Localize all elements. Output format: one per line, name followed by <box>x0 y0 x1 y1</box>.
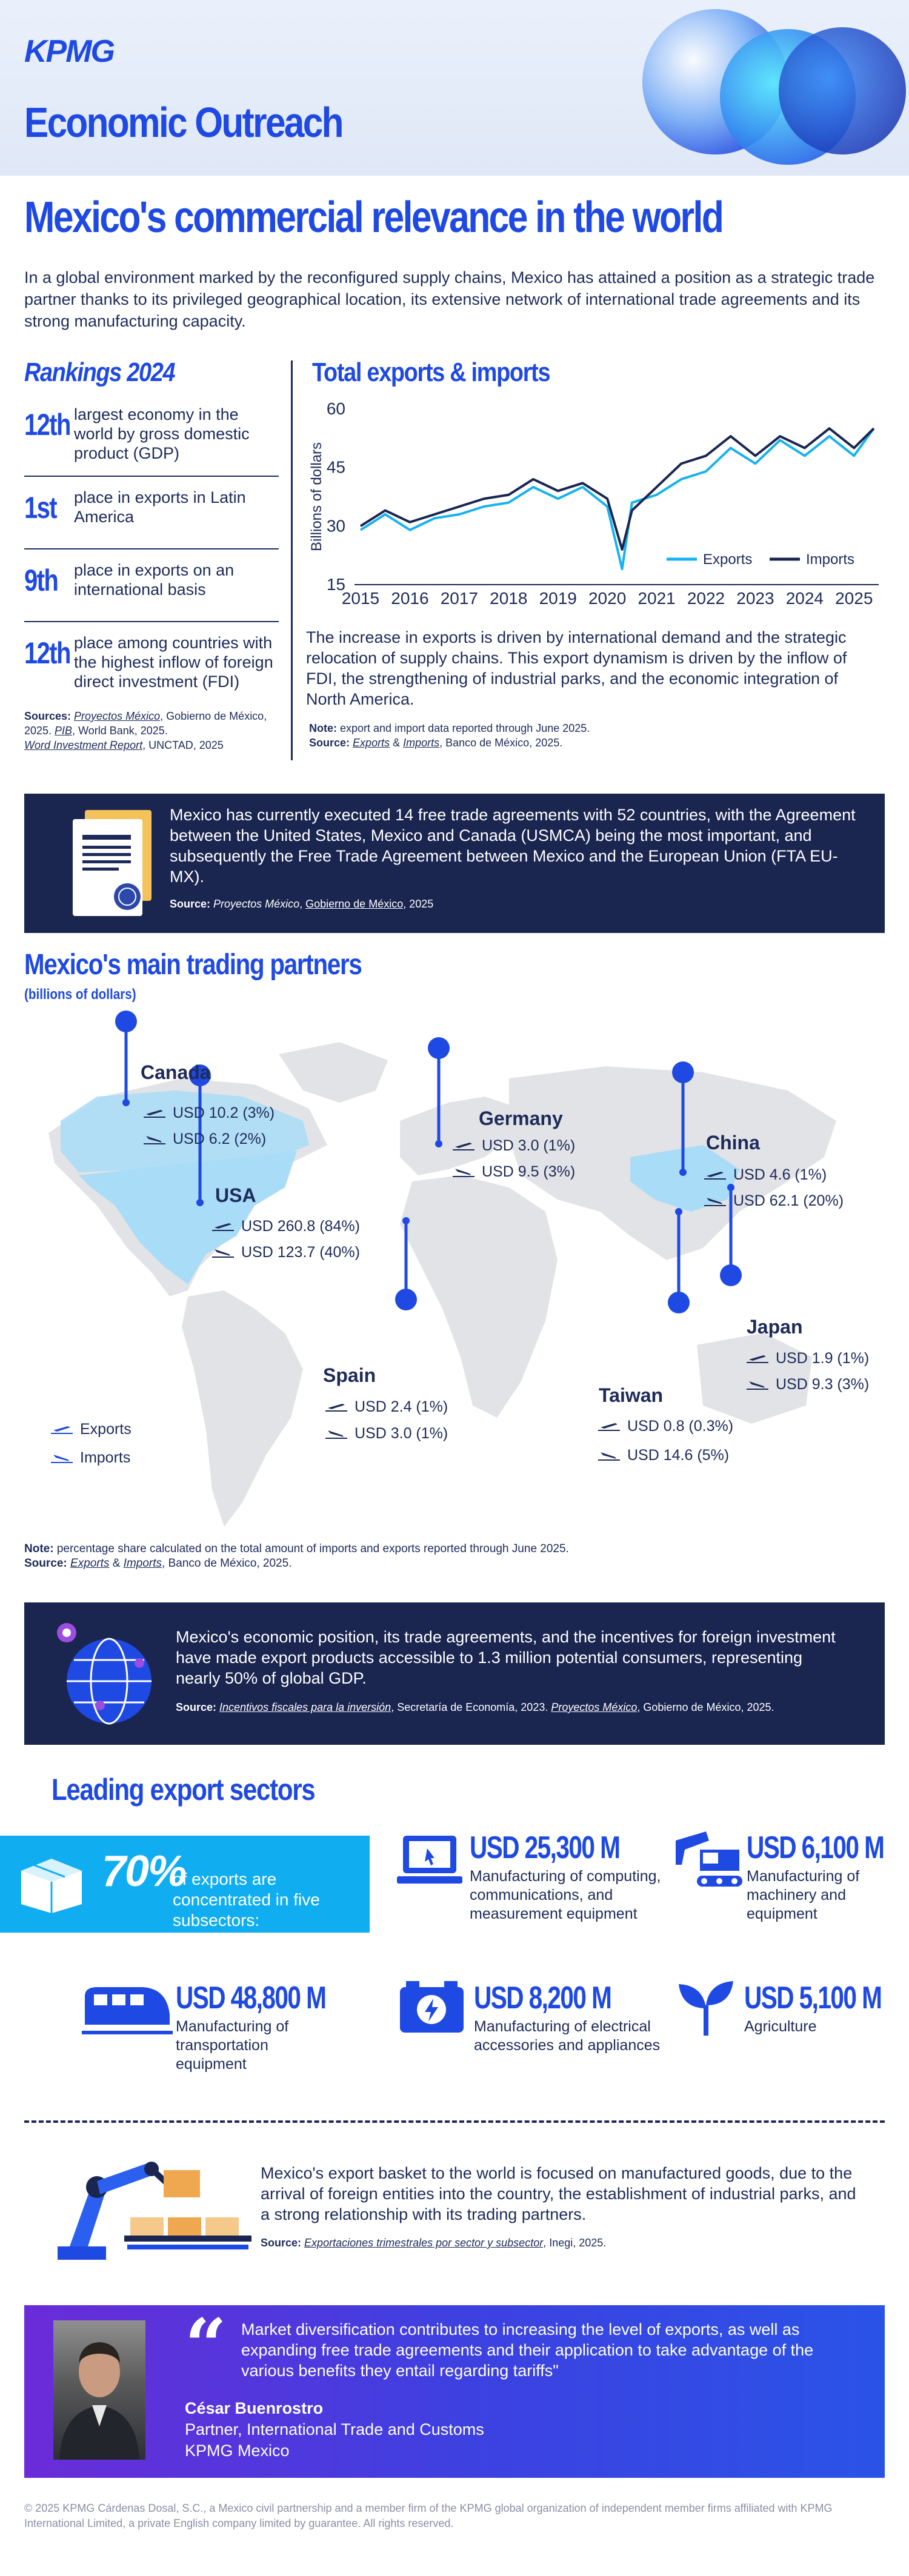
sector-value: USD 25,300 M <box>470 1830 620 1865</box>
taiwan-imports <box>597 1447 729 1464</box>
canada-point <box>122 1099 130 1106</box>
exports-value: USD 10.2 (3%) <box>173 1104 275 1121</box>
y-tick-label: 30 <box>326 516 345 536</box>
japan-imports <box>745 1376 869 1393</box>
plane-takeoff-icon <box>50 1424 74 1436</box>
sector-value: USD 48,800 M <box>176 1980 326 2016</box>
taiwan-marker <box>668 1292 690 1313</box>
quote-mark-icon: “ <box>185 2303 227 2388</box>
usa-imports <box>211 1244 360 1261</box>
x-tick-label: 2016 <box>391 589 429 608</box>
quote-author-role: Partner, International Trade and Customs <box>185 2420 484 2438</box>
spain-imports <box>324 1425 448 1442</box>
plane-takeoff-icon <box>597 1421 621 1433</box>
country-name-china: China <box>706 1132 760 1154</box>
x-tick-label: 2020 <box>588 589 627 608</box>
usa-point <box>196 1199 204 1206</box>
y-tick-label: 15 <box>326 575 345 594</box>
x-tick-label: 2024 <box>785 589 824 608</box>
source-text: , 2025 <box>403 898 434 910</box>
source-link[interactable]: Proyectos México <box>74 710 161 722</box>
train-icon <box>82 1981 173 2042</box>
source-label: Source: <box>170 898 211 910</box>
legend-label: Imports <box>80 1449 131 1466</box>
exports-value: USD 3.0 (1%) <box>482 1137 576 1154</box>
source-label: Source: <box>309 737 350 749</box>
sectors-title: Leading export sectors <box>52 1773 315 1807</box>
plane-takeoff-icon <box>211 1221 235 1233</box>
legend-label: Imports <box>806 551 855 568</box>
laptop-icon <box>397 1833 464 1893</box>
country-name-taiwan: Taiwan <box>599 1384 664 1406</box>
source-label: Source: <box>176 1701 217 1713</box>
footer-copyright: © 2025 KPMG Cárdenas Dosal, S.C., a Mexico civil partnership and a member firm of the KPMG global organization of independent member firms affiliated with KPMG International Limited, a private English company limited by guarantee. All rights reserved. <box>24 2502 833 2529</box>
spain-marker <box>395 1289 417 1310</box>
country-name-usa: USA <box>215 1184 256 1206</box>
south-america-shape <box>182 1290 303 1527</box>
x-tick-label: 2025 <box>835 589 873 608</box>
partners-title: Mexico's main trading partners <box>24 949 362 981</box>
source-text: , Inegi, 2025. <box>543 2237 607 2249</box>
ranking-item <box>24 560 279 633</box>
header-circles-graphic <box>606 0 909 176</box>
sector-value: USD 6,100 M <box>747 1830 884 1865</box>
ranking-divider <box>24 476 279 477</box>
spain-exports <box>324 1398 448 1416</box>
legend-label: Exports <box>80 1421 132 1438</box>
plane-landing-icon <box>745 1379 770 1391</box>
fta-source <box>170 898 433 911</box>
africa-shape <box>400 1175 558 1418</box>
source-text: & <box>109 1557 124 1570</box>
source-link[interactable]: Incentivos fiscales para la inversión <box>219 1701 391 1713</box>
imports-value: USD 14.6 (5%) <box>627 1447 730 1464</box>
taiwan-exports <box>597 1418 733 1435</box>
exports-value: USD 260.8 (84%) <box>241 1218 360 1235</box>
japan-point <box>727 1184 734 1191</box>
source-link[interactable]: Exportaciones trimestrales por sector y subsector <box>304 2237 544 2249</box>
ranking-text: largest economy in the world by gross domestic product (GDP) <box>74 405 250 462</box>
greenland-shape <box>279 1042 388 1103</box>
document-seal-icon <box>61 807 164 922</box>
taiwan-point <box>675 1208 682 1215</box>
legend-label: Exports <box>703 551 753 568</box>
section-divider <box>291 360 293 760</box>
source-link[interactable]: Word Investment Report <box>24 739 143 751</box>
ranking-number: 12th <box>24 408 70 442</box>
source-text: , Secretaría de Economía, 2023. <box>391 1701 551 1713</box>
header-banner <box>0 0 909 176</box>
quote-text: Market diversification contributes to increasing the level of exports, as well as expanding free trade agreements and their application to take advantage of the various benefits they entail regarding tariffs" <box>241 2320 814 2380</box>
source-text: , UNCTAD, 2025 <box>142 739 224 751</box>
exports-value: USD 4.6 (1%) <box>733 1166 827 1183</box>
x-tick-label: 2018 <box>490 589 528 608</box>
plane-landing-icon <box>211 1247 235 1259</box>
germany-exports <box>451 1137 575 1155</box>
map-note <box>24 1542 885 1571</box>
export-basket-text: Mexico's export basket to the world is focused on manufactured goods, due to the arrival of foreign entities into the country, the establishment of industrial parks, and a strong relationship with its trading partners. <box>261 2164 856 2223</box>
avatar <box>53 2320 145 2460</box>
sector-value: USD 5,100 M <box>744 1980 882 2016</box>
source-link[interactable]: PIB <box>55 725 73 737</box>
source-text: , Banco de México, 2025. <box>439 737 563 749</box>
source-link[interactable]: Imports <box>403 737 440 749</box>
imports-value: USD 6.2 (2%) <box>173 1130 267 1147</box>
ranking-number: 9th <box>24 563 58 597</box>
y-tick-label: 45 <box>326 457 345 477</box>
imports-value: USD 3.0 (1%) <box>355 1425 448 1442</box>
source-text: , World Bank, 2025. <box>72 725 168 737</box>
exports-value: USD 1.9 (1%) <box>776 1350 870 1367</box>
germany-imports <box>451 1163 575 1181</box>
partners-subtitle: (billions of dollars) <box>24 986 136 1003</box>
country-name-japan: Japan <box>747 1316 803 1338</box>
exports-value: USD 0.8 (0.3%) <box>627 1418 734 1435</box>
source-link[interactable]: Exports <box>70 1557 110 1570</box>
germany-point <box>435 1140 442 1147</box>
ranking-number: 1st <box>24 491 57 525</box>
note-label: Note: <box>309 722 337 734</box>
kpmg-logo: KPMG <box>24 34 114 69</box>
canada-exports <box>142 1104 275 1122</box>
source-text: , <box>299 898 306 910</box>
source-text: & <box>390 737 404 749</box>
ranking-item <box>24 405 279 477</box>
source-link[interactable]: Gobierno de México <box>305 898 404 910</box>
country-name-germany: Germany <box>479 1107 563 1129</box>
x-tick-label: 2023 <box>736 589 774 608</box>
y-tick-label: 60 <box>326 399 345 418</box>
ranking-item <box>24 633 279 706</box>
battery-icon <box>397 1978 467 2039</box>
country-name-spain: Spain <box>323 1364 376 1386</box>
excavator-icon <box>673 1828 742 1892</box>
china-point <box>679 1169 687 1176</box>
quote-author-org: KPMG Mexico <box>185 2442 290 2460</box>
chart-title: Total exports & imports <box>312 357 550 387</box>
japan-exports <box>745 1350 869 1367</box>
concentration-percent: 70% <box>102 1847 186 1896</box>
note-text: export and import data reported through June 2025. <box>337 722 590 734</box>
plane-landing-icon <box>703 1195 727 1207</box>
ranking-number: 12th <box>24 636 70 670</box>
fta-text: Mexico has currently executed 14 free trade agreements with 52 countries, with the Agreement between the United States, Mexico and Canada (USMCA) being the most important, and subsequently the Free Trade Agreement between Mexico and the European Union (FTA EU-MX). <box>170 806 856 886</box>
imports-value: USD 9.3 (3%) <box>776 1376 870 1393</box>
sector-label: Manufacturing of computing, communications, and measurement equipment <box>470 1868 661 1922</box>
ranking-divider <box>24 548 279 549</box>
sources-label: Sources: <box>24 710 72 722</box>
spain-point <box>402 1217 410 1224</box>
chart-note <box>309 721 885 750</box>
page-title: Mexico's commercial relevance in the world <box>24 193 723 242</box>
header-title: Economic Outreach <box>24 99 342 146</box>
ranking-text: place in exports on an international basis <box>74 561 235 599</box>
chart-description: The increase in exports is driven by international demand and the strategic relocation of supply chains. This export dynamism is driven by the inflow of FDI, the strengthening of industrial parks, and the economic integration of North America. <box>306 628 847 708</box>
map-legend-imports <box>50 1449 130 1467</box>
sector-label: Manufacturing of transportation equipment <box>176 2018 289 2073</box>
plane-takeoff-icon <box>451 1140 476 1152</box>
robot-arm-icon <box>33 2139 251 2272</box>
canada-imports <box>142 1130 266 1148</box>
china-exports <box>703 1166 827 1184</box>
japan-marker <box>720 1264 742 1286</box>
map-legend-exports <box>50 1421 132 1438</box>
plane-landing-icon <box>451 1166 476 1178</box>
source-link[interactable]: Proyectos México <box>551 1701 638 1713</box>
country-name-canada: Canada <box>141 1061 211 1083</box>
x-tick-label: 2015 <box>341 589 380 608</box>
plane-takeoff-icon <box>703 1169 727 1181</box>
source-label: Source: <box>24 1557 67 1570</box>
plane-landing-icon <box>597 1450 621 1462</box>
ranking-divider <box>24 621 279 622</box>
note-label: Note: <box>24 1542 54 1555</box>
ranking-item <box>24 488 279 560</box>
rankings-sources <box>24 709 279 752</box>
x-tick-label: 2022 <box>687 589 725 608</box>
source-text: , Gobierno de México, 2025. <box>637 1701 774 1713</box>
y-axis-label: Billions of dollars <box>308 442 325 552</box>
x-tick-label: 2017 <box>440 589 479 608</box>
boxes-icon <box>21 1853 94 1916</box>
imports-value: USD 9.5 (3%) <box>482 1163 576 1180</box>
world-map <box>24 1006 885 1539</box>
china-marker <box>672 1061 694 1083</box>
source-link[interactable]: Imports <box>123 1557 162 1570</box>
imports-value: USD 123.7 (40%) <box>241 1244 360 1261</box>
economic-position-text: Mexico's economic position, its trade agreements, and the incentives for foreign investment have made export products accessible to 1.3 million potential consumers, representing nearly 50% of global GDP. <box>176 1628 836 1687</box>
x-tick-label: 2019 <box>539 589 577 608</box>
plane-takeoff-icon <box>745 1353 770 1365</box>
plane-landing-icon <box>142 1134 167 1146</box>
ranking-text: place in exports in Latin America <box>74 488 246 526</box>
intro-paragraph: In a global environment marked by the reconfigured supply chains, Mexico has attained a position as a strategic trade partner thanks to its privileged geographical location, its extensive network of international trade agreements and its strong manufacturing capacity. <box>24 268 875 330</box>
source-text: , Gobierno de México, 2025. <box>24 710 267 737</box>
section-dashed-divider <box>24 2120 885 2123</box>
x-tick-label: 2021 <box>638 589 676 608</box>
imports-value: USD 62.1 (20%) <box>733 1192 844 1209</box>
source-link[interactable]: Exports <box>353 737 390 749</box>
source-text: , Banco de México, 2025. <box>162 1557 292 1570</box>
export-basket-source <box>261 2237 606 2249</box>
quote-author-name: César Buenrostro <box>185 2399 324 2417</box>
plane-landing-icon <box>324 1428 348 1440</box>
china-imports <box>703 1192 844 1210</box>
canada-marker <box>115 1011 137 1032</box>
sprout-icon <box>676 1978 736 2039</box>
plane-takeoff-icon <box>324 1401 348 1413</box>
concentration-text: of exports are concentrated in five subsectors: <box>173 1870 320 1930</box>
series-line-exports <box>361 428 874 569</box>
plane-takeoff-icon <box>142 1107 167 1120</box>
globe-network-icon <box>48 1615 170 1736</box>
plane-landing-icon <box>50 1452 74 1464</box>
sector-label: Manufacturing of machinery and equipment <box>747 1868 860 1922</box>
person-silhouette-icon <box>53 2320 145 2460</box>
sector-value: USD 8,200 M <box>474 1980 611 2016</box>
series-line-imports <box>361 428 874 549</box>
ranking-text: place among countries with the highest inflow of foreign direct investment (FDI) <box>74 634 273 691</box>
note-text: percentage share calculated on the total amount of imports and exports reported through June 2025. <box>53 1542 569 1555</box>
usa-exports <box>211 1218 360 1235</box>
rankings-title: Rankings 2024 <box>24 357 175 387</box>
germany-marker <box>428 1037 450 1059</box>
exports-imports-line-chart <box>303 397 891 621</box>
exports-value: USD 2.4 (1%) <box>355 1398 448 1415</box>
sector-label: Manufacturing of electrical accessories and appliances <box>474 2018 661 2054</box>
source-text: Proyectos México <box>213 898 300 910</box>
economic-position-source <box>176 1701 774 1714</box>
source-label: Source: <box>261 2237 302 2249</box>
sector-label: Agriculture <box>744 2018 817 2035</box>
